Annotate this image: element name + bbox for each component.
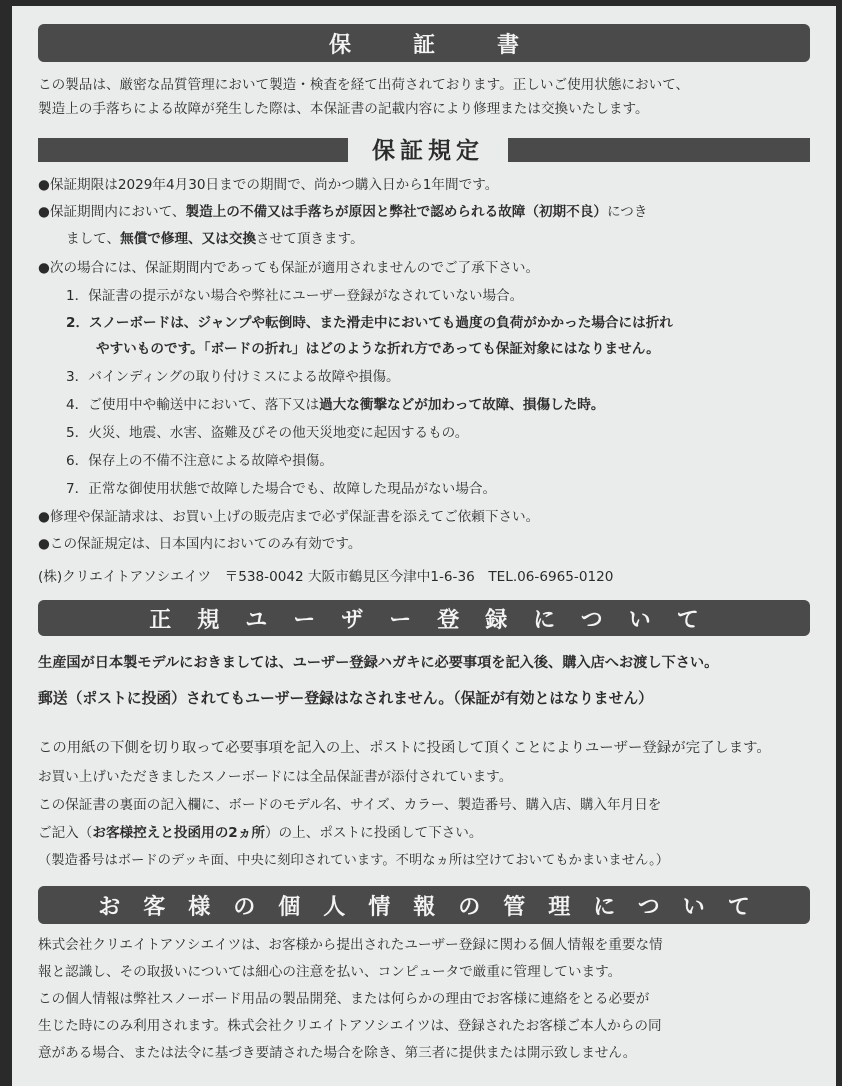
privacy-line-5: 意がある場合、または法令に基づき要請された場合を除き、第三者に提供または開示致しません。 <box>38 1045 637 1061</box>
company-info: (株)クリエイトアソシエイツ 〒538-0042 大阪市鶴見区今津中1-6-36 TEL.06-6965-0120 <box>38 569 614 585</box>
privacy-title-bar <box>38 886 810 924</box>
exclusion-4: 4．ご使用中や輸送中において、落下又は過大な衝撃などが加わって故障、損傷した時。 <box>66 397 605 413</box>
rule-5: ●この保証規定は、日本国内においてのみ有効です。 <box>38 536 362 552</box>
registration-text-5: （製造番号はボードのデッキ面、中央に刻印されています。不明なヵ所は空けておいてもかまいません。） <box>38 853 670 868</box>
registration-text-2: お買い上げいただきましたスノーボードには全品保証書が添付されています。 <box>38 769 513 785</box>
warranty-sheet <box>12 6 836 1086</box>
privacy-line-4: 生じた時にのみ利用されます。株式会社クリエイトアソシエイツは、登録されたお客様ご本人からの同 <box>38 1018 662 1034</box>
privacy-line-1: 株式会社クリエイトアソシエイツは、お客様から提出されたユーザー登録に関わる個人情報を重要な情 <box>38 937 663 953</box>
registration-bold-2: 郵送（ポストに投函）されてもユーザー登録はなされません。（保証が有効とはなりません） <box>38 690 653 707</box>
privacy-title: お客様の個人情報の管理について <box>98 894 773 920</box>
exclusion-2-line-2: やすいものです。「ボードの折れ」はどのような折れ方であっても保証対象にはなりません。 <box>96 341 660 357</box>
rule-1: ●保証期限は2029年4月30日までの期間で、尚かつ購入日から1年間です。 <box>38 177 499 193</box>
registration-text-1: この用紙の下側を切り取って必要事項を記入の上、ポストに投函して頂くことによりユーザー登録が完了します。 <box>38 740 771 756</box>
privacy-line-3: この個人情報は弊社スノーボード用品の製品開発、または何らかの理由でお客様に連絡をとる必要が <box>38 991 650 1007</box>
intro-line-1: この製品は、厳密な品質管理において製造・検査を経て出荷されております。正しいご使用状態において、 <box>38 77 690 93</box>
registration-title: 正規ユーザー登録について <box>149 607 725 633</box>
rules-heading <box>38 134 810 168</box>
warranty-title: 保証書 <box>328 32 581 58</box>
rule-2-line-2: まして、無償で修理、又は交換させて頂きます。 <box>66 231 364 247</box>
rule-3: ●次の場合には、保証期間内であっても保証が適用されませんのでご了承下さい。 <box>38 260 540 276</box>
registration-title-bar <box>38 600 810 636</box>
registration-text-3: この保証書の裏面の記入欄に、ボードのモデル名、サイズ、カラー、製造番号、購入店、購入年月日を <box>38 797 662 813</box>
exclusion-5: 5．火災、地震、水害、盗難及びその他天災地変に起因するもの。 <box>66 425 469 441</box>
rule-4: ●修理や保証請求は、お買い上げの販売店まで必ず保証書を添えてご依頼下さい。 <box>38 509 540 525</box>
privacy-line-2: 報と認識し、その取扱いについては細心の注意を払い、コンピュータで厳重に管理しています。 <box>38 964 622 980</box>
registration-bold-1: 生産国が日本製モデルにおきましては、ユーザー登録ハガキに必要事項を記入後、購入店へお渡し下さい。 <box>38 655 719 671</box>
warranty-title-bar <box>38 24 810 62</box>
intro-line-2: 製造上の手落ちによる故障が発生した際は、本保証書の記載内容により修理または交換いたします。 <box>38 101 649 117</box>
rules-heading-bar-right <box>508 138 810 162</box>
exclusion-2-line-1: 2．スノーボードは、ジャンプや転倒時、また滑走中においても過度の負荷がかかった場合には折れ <box>66 315 673 331</box>
exclusion-7: 7．正常な御使用状態で故障した場合でも、故障した現品がない場合。 <box>66 481 497 497</box>
exclusion-1: 1．保証書の提示がない場合や弊社にユーザー登録がなされていない場合。 <box>66 288 524 304</box>
rule-2-line-1: ●保証期間内において、製造上の不備又は手落ちが原因と弊社で認められる故障（初期不良）につき <box>38 204 648 220</box>
rules-heading-bar-left <box>38 138 348 162</box>
registration-text-4: ご記入（お客様控えと投函用の2ヵ所）の上、ポストに投函して下さい。 <box>38 825 483 841</box>
exclusion-6: 6．保存上の不備不注意による故障や損傷。 <box>66 453 333 469</box>
rules-title: 保証規定 <box>372 138 484 164</box>
exclusion-3: 3．バインディングの取り付けミスによる故障や損傷。 <box>66 369 400 385</box>
